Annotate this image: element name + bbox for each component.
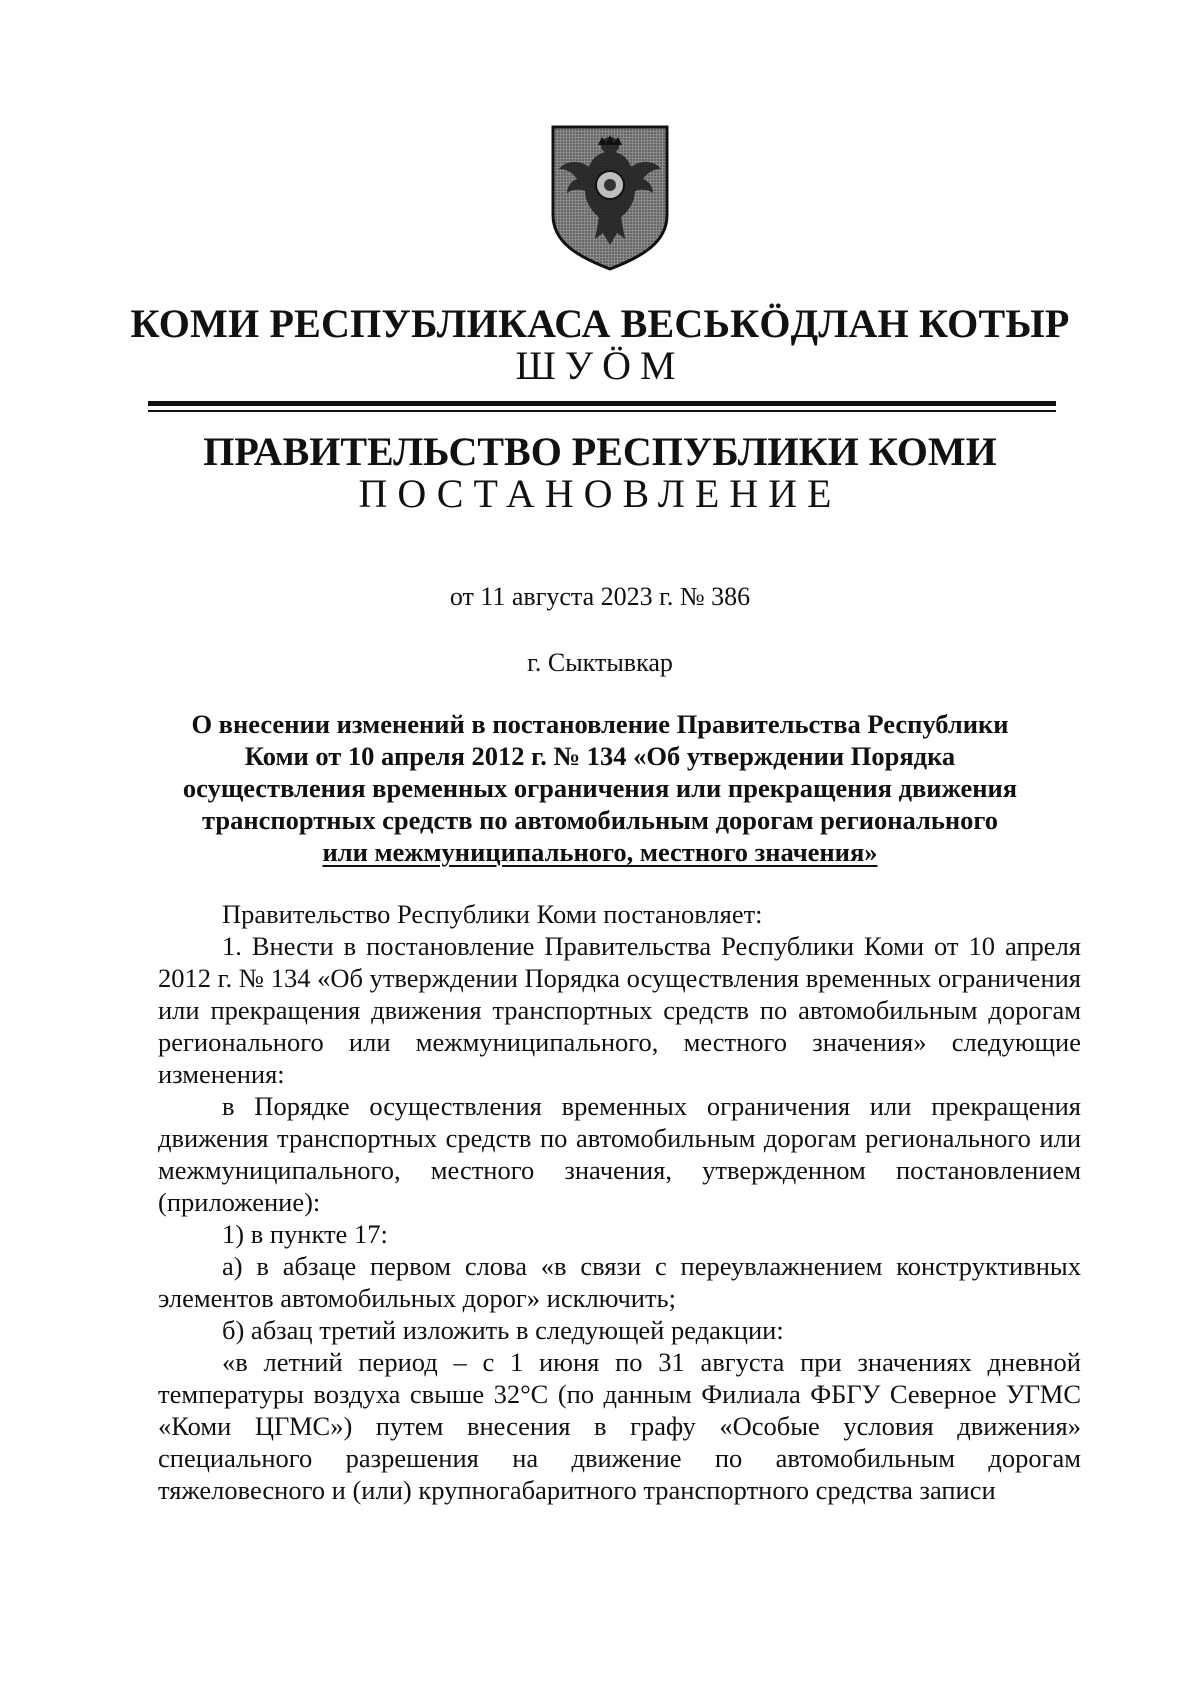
title-line: осуществления временных ограничения или прекращения движения	[182, 773, 1018, 803]
paragraph: «в летний период – с 1 июня по 31 августа при значениях дневной температуры воздуха свыше 32°C (по данным Филиала ФБГУ Северное УГМС «Коми ЦГМС») путем внесения в графу «Особые условия движения» специального разрешения на движение по автомобильным дорогам тяжеловесного и (или) крупногабаритного транспортного средства записи	[158, 1347, 1081, 1505]
document-type: ПОСТАНОВЛЕНИЕ	[358, 471, 842, 516]
paragraph: 1) в пункте 17:	[222, 1219, 388, 1249]
title-line: Коми от 10 апреля 2012 г. № 134 «Об утверждении Порядка	[244, 741, 956, 771]
paragraph: в Порядке осуществления временных ограничения или прекращения движения транспортных средств по автомобильным дорогам регионального или межмуниципального, местного значения, утвержденном постановлением (приложение):	[158, 1091, 1081, 1217]
document-title	[150, 708, 1050, 868]
paragraph: а) в абзаце первом слова «в связи с переувлажнением конструктивных элементов автомобильных дорог» исключить;	[158, 1251, 1081, 1313]
paragraph: 1. Внести в постановление Правительства Республики Коми от 10 апреля 2012 г. № 134 «Об утверждении Порядка осуществления временных ограничения или прекращения движения транспортных средств по автомобильным дорогам регионального или межмуниципального, местного значения» следующие изменения:	[158, 931, 1081, 1089]
title-line-underlined	[150, 836, 1050, 868]
title-line-text: или межмуниципального, местного значения»	[322, 837, 878, 867]
title-line: транспортных средств по автомобильным дорогам регионального	[201, 805, 999, 835]
date-and-number: от 11 августа 2023 г. № 386	[449, 582, 751, 611]
coat-of-arms-icon	[549, 123, 671, 273]
header-divider-thick	[148, 401, 1056, 406]
city: г. Сыктывкар	[527, 648, 673, 677]
header-divider-thin	[148, 410, 1056, 412]
title-line: О внесении изменений в постановление Правительства Республики	[191, 709, 1009, 739]
paragraph: б) абзац третий изложить в следующей редакции:	[222, 1315, 784, 1345]
komi-government-name: КОМИ РЕСПУБЛИКАСА ВЕСЬКӦДЛАН КОТЫР	[130, 301, 1070, 346]
paragraph: Правительство Республики Коми постановляет:	[222, 899, 763, 929]
government-name: ПРАВИТЕЛЬСТВО РЕСПУБЛИКИ КОМИ	[203, 429, 997, 474]
komi-document-type: ШУӦМ	[515, 343, 685, 388]
document-body	[158, 898, 1081, 1506]
